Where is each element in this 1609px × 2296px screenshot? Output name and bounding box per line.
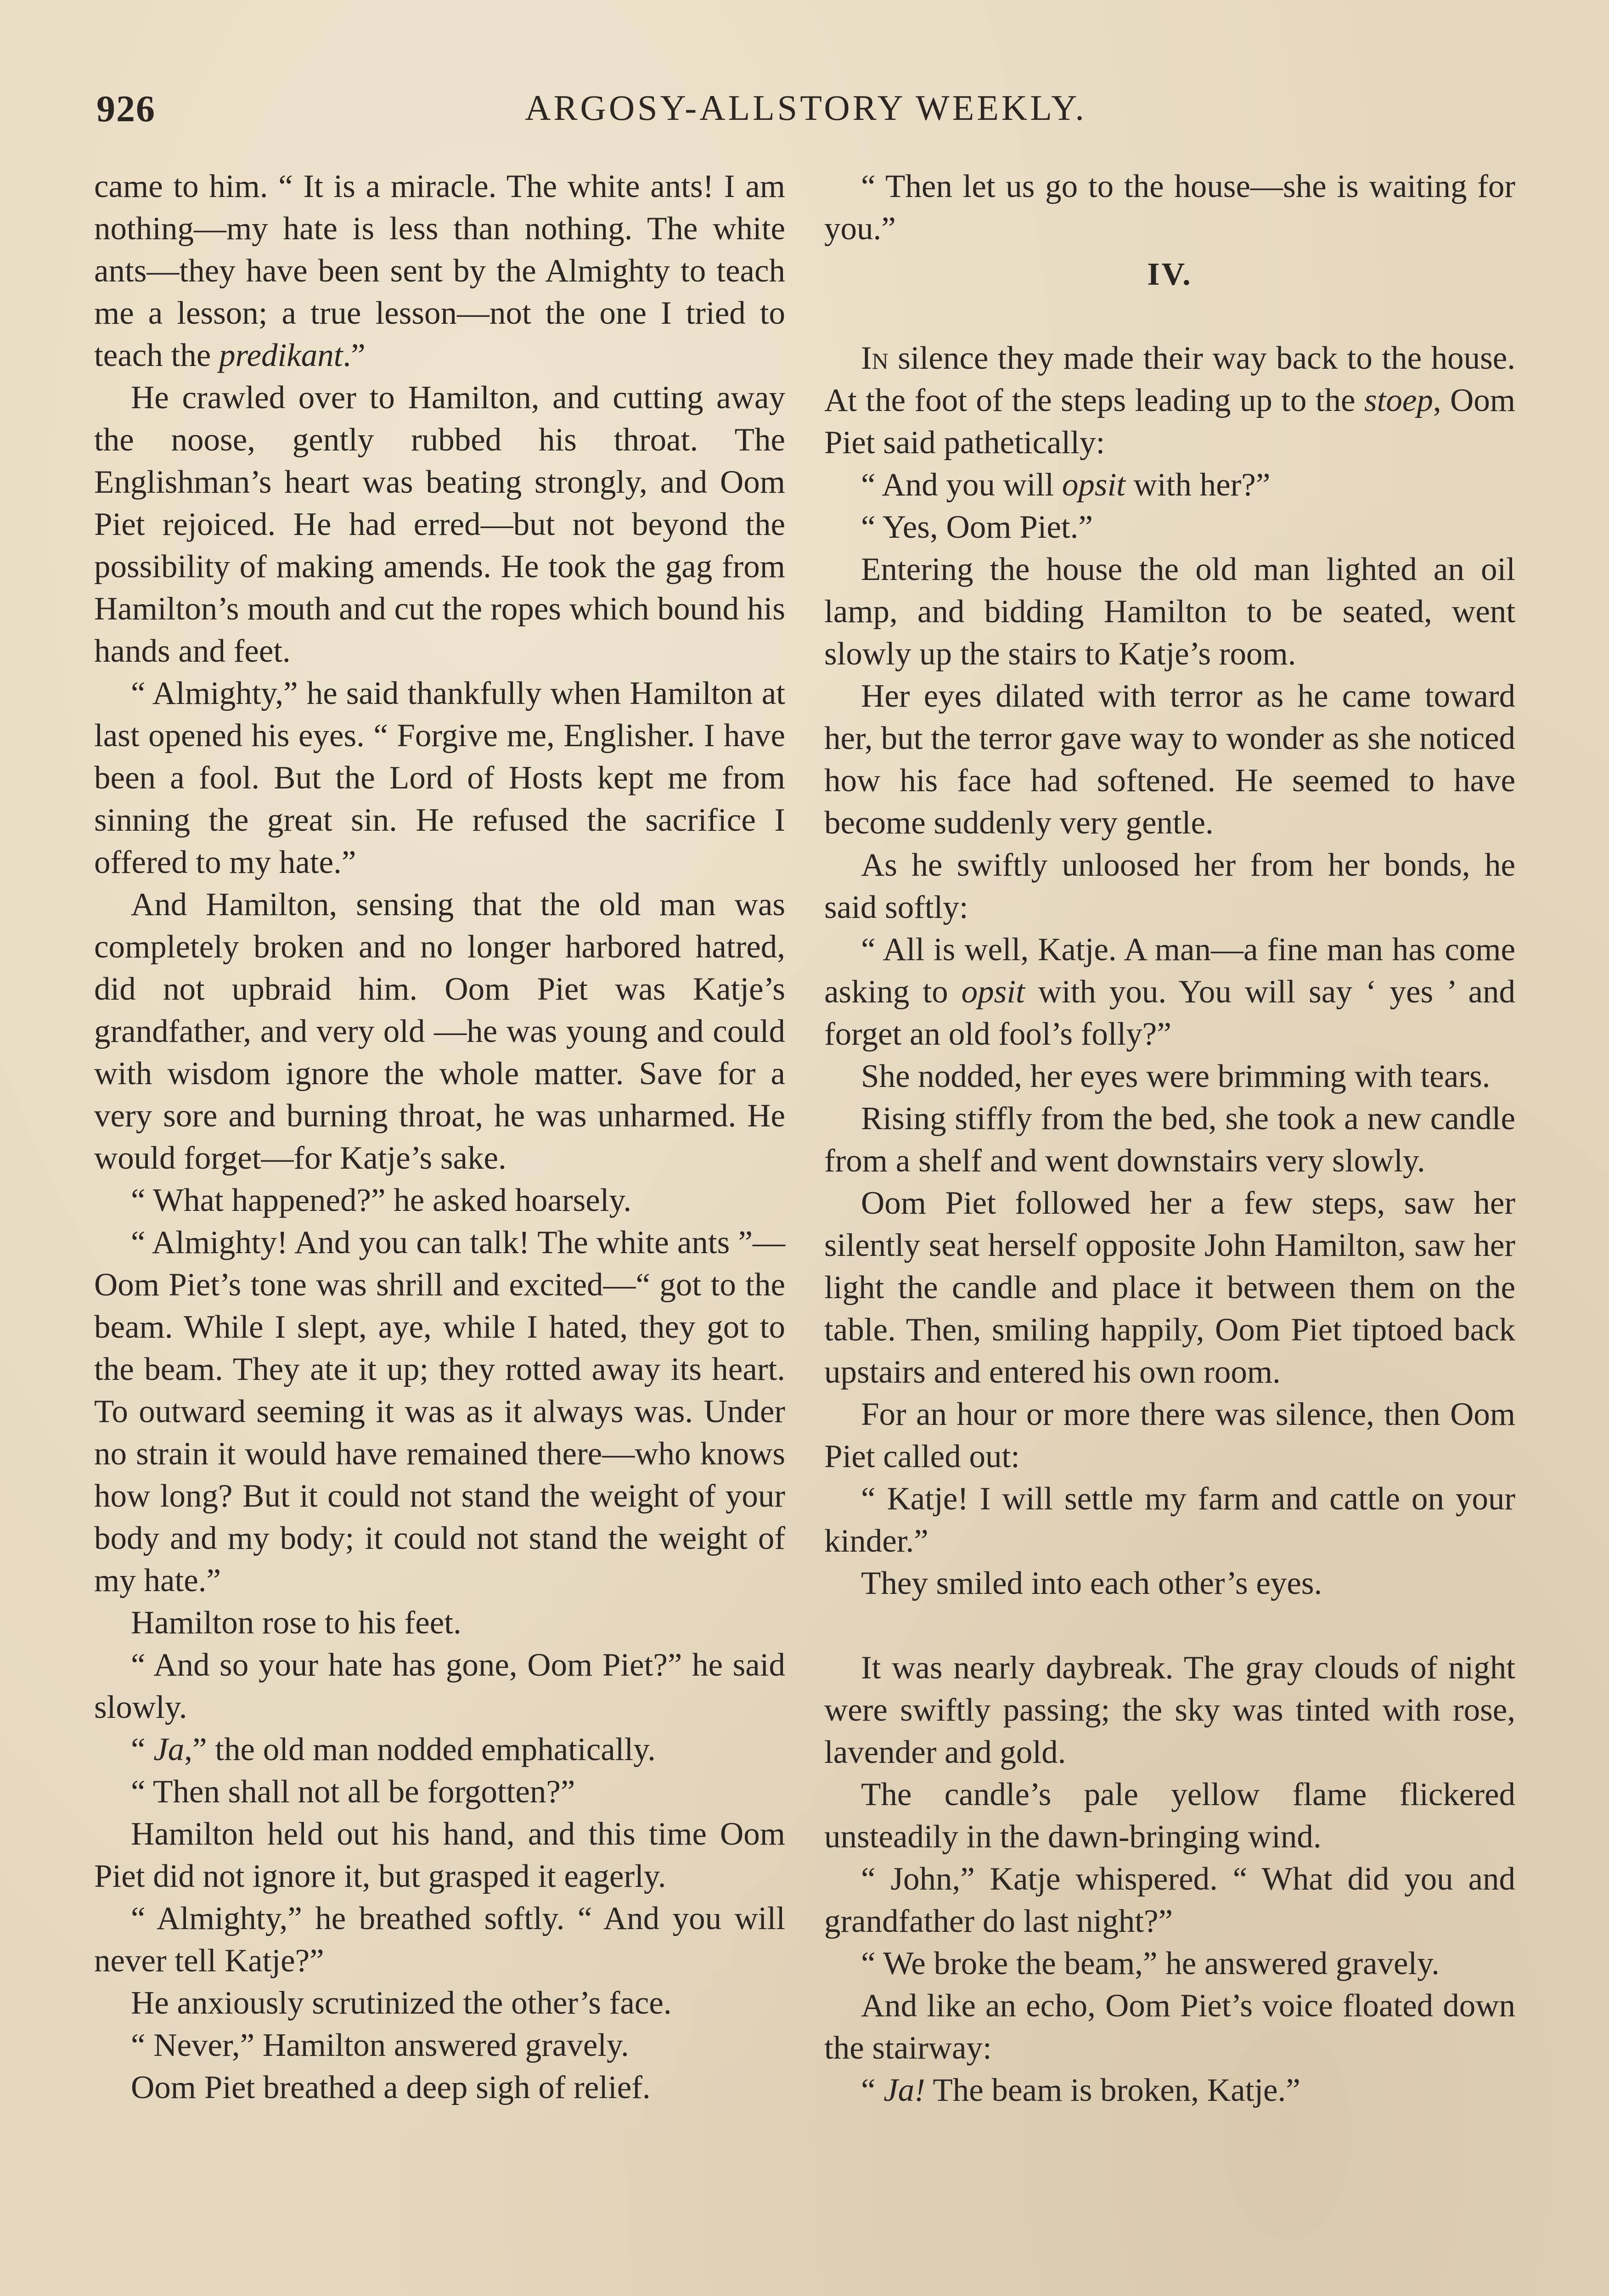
page-number: 926 xyxy=(96,88,156,129)
right-column-body xyxy=(824,464,1515,1604)
running-head xyxy=(96,87,1515,138)
section-opening-tail: , Oom Piet said pathetically: xyxy=(824,383,1516,461)
section-opening-text: silence they made their way back to the house. At the foot of the steps leading up to the xyxy=(824,340,1515,418)
paragraph: He anxiously scrutinized the other’s face. xyxy=(131,1985,672,2021)
paragraph: “ We broke the beam,” he answered gravely. xyxy=(861,1946,1440,1981)
section-opening-paragraph xyxy=(824,337,1515,464)
italic-word: predikant xyxy=(219,338,343,373)
magazine-title: ARGOSY-ALLSTORY WEEKLY. xyxy=(525,88,1087,128)
section-opening-italic: stoep xyxy=(1364,383,1433,418)
paragraph: It was nearly daybreak. The gray clouds of night were swiftly passing; the sky was tinted with rose, lavender and gold. xyxy=(824,1650,1515,1770)
section-opening-word: In xyxy=(861,340,889,376)
section-heading: IV. xyxy=(1147,257,1193,292)
italic-word: opsit xyxy=(961,974,1025,1010)
right-text-column xyxy=(824,165,1515,2111)
scene-break xyxy=(824,1604,1515,1647)
paragraph: “ And so your hate has gone, Oom Piet?” he said slowly. xyxy=(94,1647,785,1725)
paragraph: “ All is well, Katje. A man—a fine man has come asking to opsit with you. You will say ‘ yes ’ and forget an old fool’s folly?” xyxy=(824,932,1515,1052)
italic-word: opsit xyxy=(1062,467,1125,503)
paragraph: Hamilton held out his hand, and this time Oom Piet did not ignore it, but grasped it eagerly. xyxy=(94,1816,785,1894)
paragraph: came to him. “ It is a miracle. The white ants! I am nothing—my hate is less than nothing. The white ants—they have been sent by the Almighty to teach me a lesson; a true lesson—not the one I tried to teach the predikant.” xyxy=(94,169,785,373)
paragraph: And like an echo, Oom Piet’s voice floated down the stairway: xyxy=(824,1988,1515,2066)
paragraph: They smiled into each other’s eyes. xyxy=(861,1565,1322,1601)
paragraph: “ Almighty,” he breathed softly. “ And you will never tell Katje?” xyxy=(94,1901,785,1979)
paragraph: “ Then shall not all be forgotten?” xyxy=(131,1774,575,1810)
right-column-opening xyxy=(824,165,1515,250)
left-text-column xyxy=(94,165,785,2109)
italic-word: Ja xyxy=(153,1732,185,1767)
paragraph: “ John,” Katje whispered. “ What did you and grandfather do last night?” xyxy=(824,1861,1515,1939)
paragraph: “ Ja! The beam is broken, Katje.” xyxy=(861,2072,1300,2108)
paragraph: “ Never,” Hamilton answered gravely. xyxy=(131,2027,629,2063)
paragraph: Hamilton rose to his feet. xyxy=(131,1605,461,1641)
paragraph: The candle’s pale yellow flame flickered unsteadily in the dawn-bringing wind. xyxy=(824,1777,1515,1855)
paragraph: Rising stiffly from the bed, she took a new candle from a shelf and went downstairs very slowly. xyxy=(824,1101,1515,1179)
paragraph: “ Almighty,” he said thankfully when Hamilton at last opened his eyes. “ Forgive me, Englisher. I have been a fool. But the Lord of Hosts kept me from sinning the great sin. He refused the sacrifice I offered to my hate.” xyxy=(94,675,785,880)
italic-word: Ja! xyxy=(883,2072,925,2108)
paragraph: Her eyes dilated with terror as he came toward her, but the terror gave way to wonder as she noticed how his face had softened. He seemed to have become suddenly very gentle. xyxy=(824,678,1515,841)
paragraph: “ Almighty! And you can talk! The white ants ”—Oom Piet’s tone was shrill and excited—“ got to the beam. While I slept, aye, while I hated, they got to the beam. They ate it up; they rotted away its heart. To outward seeming it was as it always was. Under no strain it would have remained there—who knows how long? But it could not stand the weight of your body and my body; it could not stand the weight of my hate.” xyxy=(94,1225,785,1598)
paragraph: For an hour or more there was silence, then Oom Piet called out: xyxy=(824,1396,1515,1474)
paragraph: “ Yes, Oom Piet.” xyxy=(861,509,1093,545)
paragraph: He crawled over to Hamilton, and cutting away the noose, gently rubbed his throat. The Englishman’s heart was beating strongly, and Oom Piet rejoiced. He had erred—but not beyond the possibility of making amends. He took the gag from Hamilton’s mouth and cut the ropes which bound his hands and feet. xyxy=(94,380,785,669)
paragraph: Entering the house the old man lighted an oil lamp, and bidding Hamilton to be seated, went slowly up the stairs to Katje’s room. xyxy=(824,551,1515,672)
paragraph: And Hamilton, sensing that the old man was completely broken and no longer harbored hatred, did not upbraid him. Oom Piet was Katje’s grandfather, and very old —he was young and could with wisdom ignore the whole matter. Save for a very sore and burning throat, he was unharmed. He would forget—for Katje’s sake. xyxy=(94,887,785,1176)
paragraph: “ Katje! I will settle my farm and cattle on your kinder.” xyxy=(824,1481,1515,1559)
paragraph: “ And you will opsit with her?” xyxy=(861,467,1271,503)
paragraph: “ Then let us go to the house—she is waiting for you.” xyxy=(824,169,1515,247)
right-column-closing xyxy=(824,1647,1515,2111)
paragraph: As he swiftly unloosed her from her bonds, he said softly: xyxy=(824,847,1515,925)
paragraph: “ What happened?” he asked hoarsely. xyxy=(131,1182,632,1218)
paragraph: Oom Piet followed her a few steps, saw her silently seat herself opposite John Hamilton, saw her light the candle and place it between them on the table. Then, smiling happily, Oom Piet tiptoed back upstairs and entered his own room. xyxy=(824,1185,1515,1390)
paragraph: Oom Piet breathed a deep sigh of relief. xyxy=(131,2070,651,2105)
paragraph: “ Ja,” the old man nodded emphatically. xyxy=(131,1732,656,1767)
paragraph: She nodded, her eyes were brimming with tears. xyxy=(861,1058,1491,1094)
